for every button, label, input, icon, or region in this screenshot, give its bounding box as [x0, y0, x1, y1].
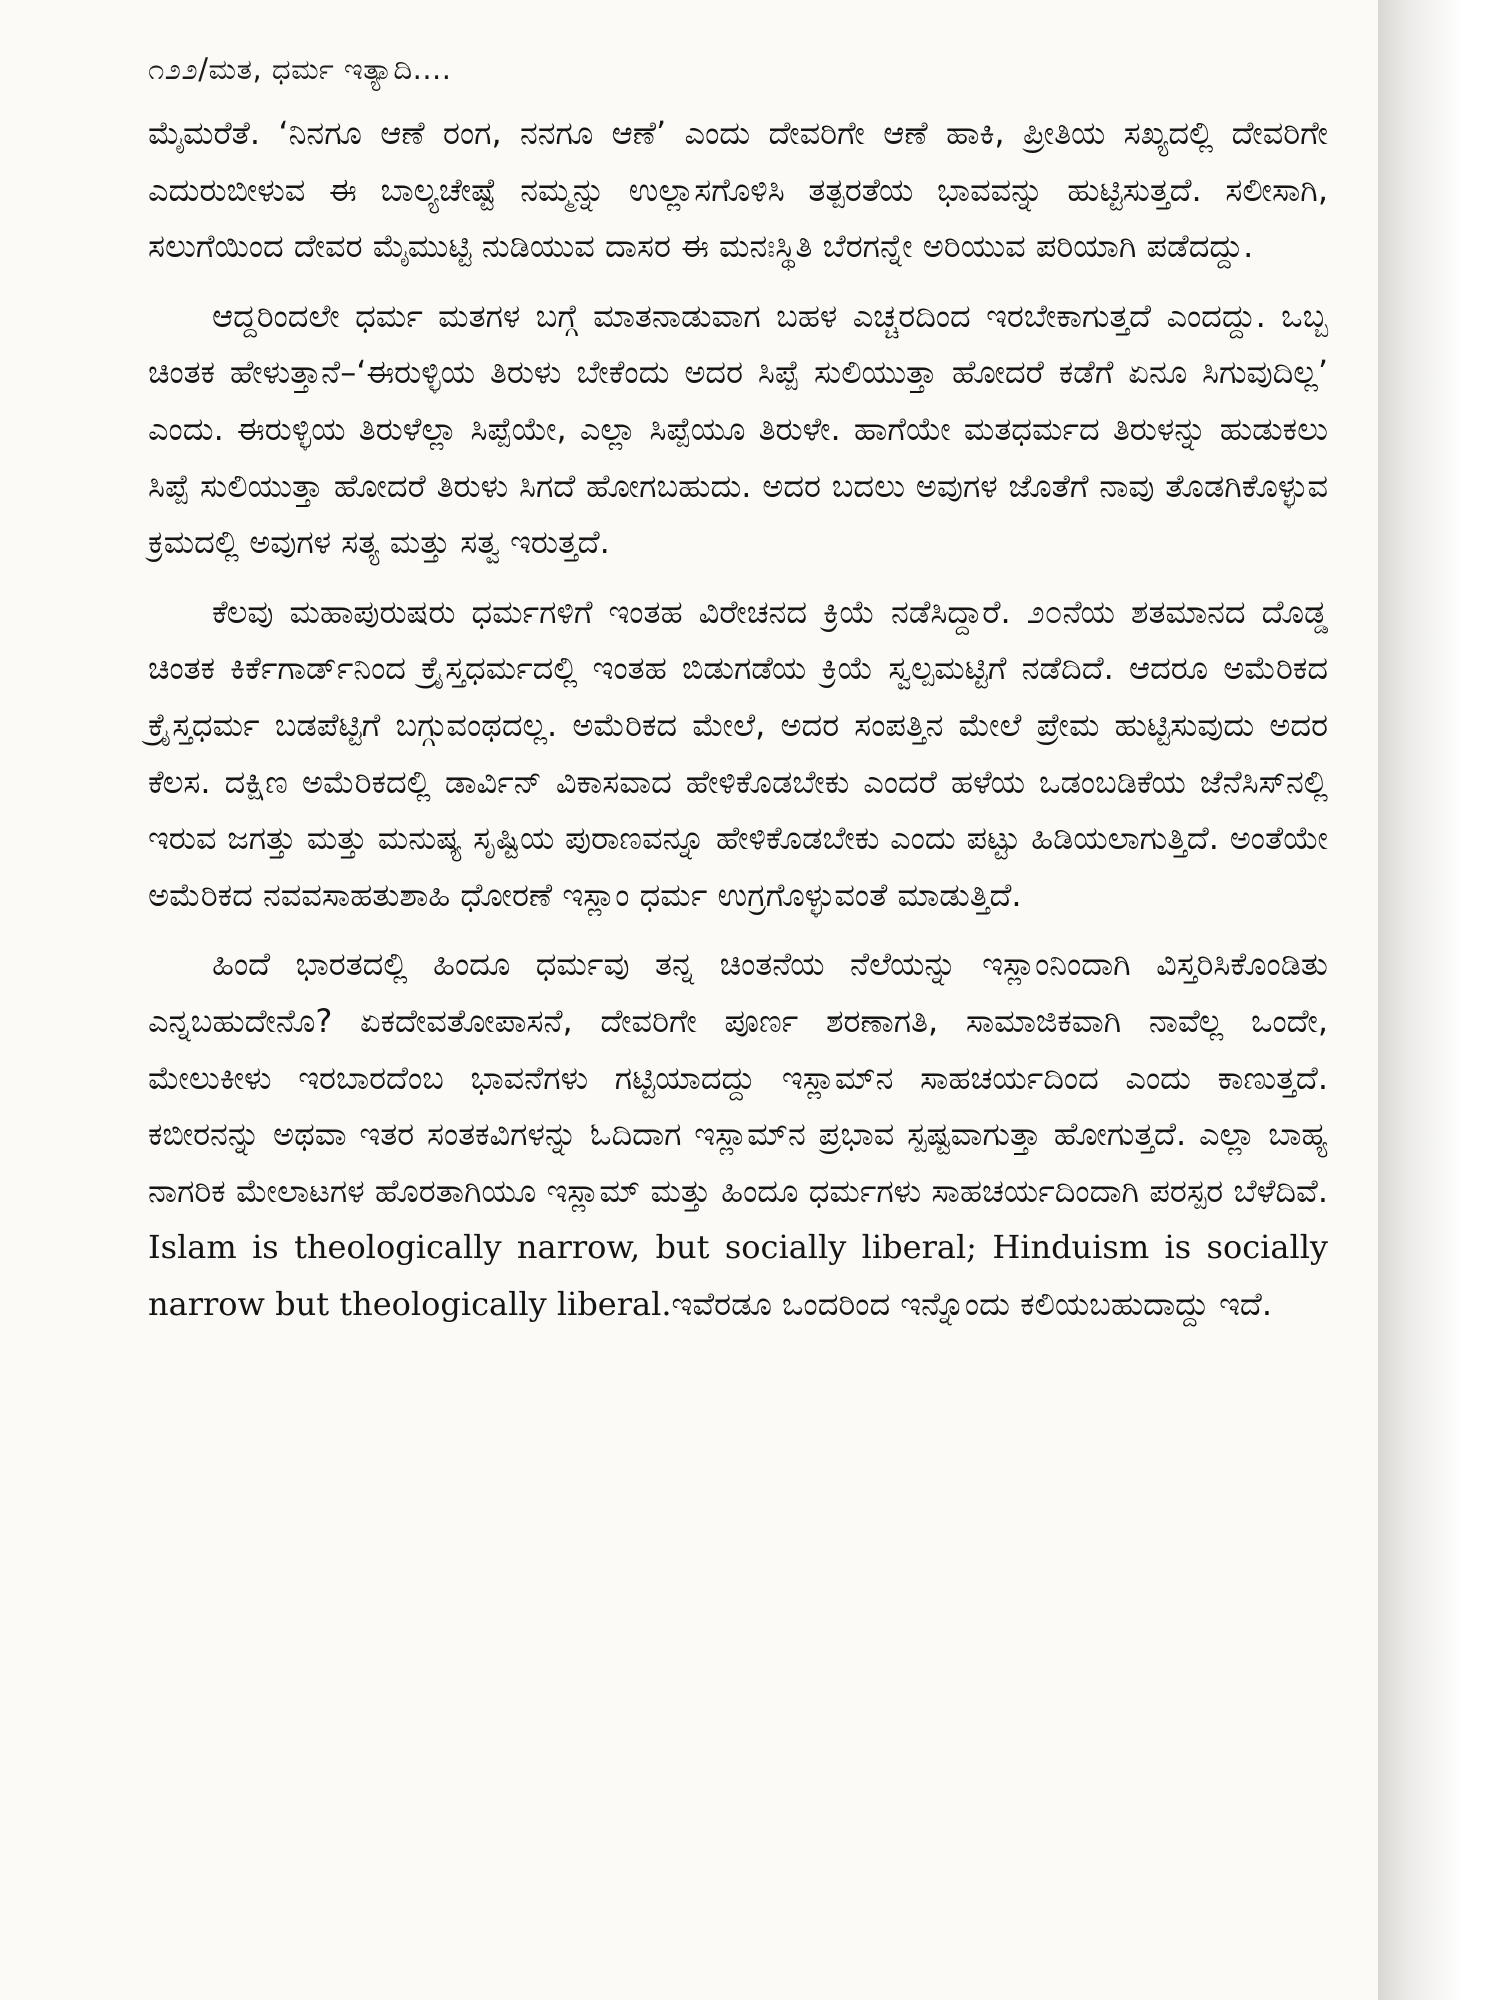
- paragraph-2: ಆದ್ದರಿಂದಲೇ ಧರ್ಮ ಮತಗಳ ಬಗ್ಗೆ ಮಾತನಾಡುವಾಗ ಬಹಳ ಎಚ್ಚರದಿಂದ ಇರಬೇಕಾಗುತ್ತದೆ ಎಂದದ್ದು. ಒಬ್ಬ ಚಿಂತಕ ಹೇಳುತ್ತಾನೆ–‘ಈರುಳ್ಳಿಯ ತಿರುಳು ಬೇಕೆಂದು ಅದರ ಸಿಪ್ಪೆ ಸುಲಿಯುತ್ತಾ ಹೋದರೆ ಕಡೆಗೆ ಏನೂ ಸಿಗುವುದಿಲ್ಲ’ ಎಂದು. ಈರುಳ್ಳಿಯ ತಿರುಳೆಲ್ಲಾ ಸಿಪ್ಪೆಯೇ, ಎಲ್ಲಾ ಸಿಪ್ಪೆಯೂ ತಿರುಳೇ. ಹಾಗೆಯೇ ಮತಧರ್ಮದ ತಿರುಳನ್ನು ಹುಡುಕಲು ಸಿಪ್ಪೆ ಸುಲಿಯುತ್ತಾ ಹೋದರೆ ತಿರುಳು ಸಿಗದೆ ಹೋಗಬಹುದು. ಅದರ ಬದಲು ಅವುಗಳ ಜೊತೆಗೆ ನಾವು ತೊಡಗಿಕೊಳ್ಳುವ ಕ್ರಮದಲ್ಲಿ ಅವುಗಳ ಸತ್ಯ ಮತ್ತು ಸತ್ವ ಇರುತ್ತದೆ.: [148, 296, 1328, 562]
- paragraph-1: ಮೈಮರೆತೆ. ‘ನಿನಗೂ ಆಣೆ ರಂಗ, ನನಗೂ ಆಣೆ’ ಎಂದು ದೇವರಿಗೇ ಆಣೆ ಹಾಕಿ, ಪ್ರೀತಿಯ ಸಖ್ಯದಲ್ಲಿ ದೇವರಿಗೇ ಎದುರುಬೀಳುವ ಈ ಬಾಲ್ಯಚೇಷ್ಟೆ ನಮ್ಮನ್ನು ಉಲ್ಲಾಸಗೊಳಿಸಿ ತತ್ಪರತೆಯ ಭಾವವನ್ನು ಹುಟ್ಟಿಸುತ್ತದೆ. ಸಲೀಸಾಗಿ, ಸಲುಗೆಯಿಂದ ದೇವರ ಮೈಮುಟ್ಟಿ ನುಡಿಯುವ ದಾಸರ ಈ ಮನಃಸ್ಥಿತಿ ಬೆರಗನ್ನೇ ಅರಿಯುವ ಪರಿಯಾಗಿ ಪಡೆದದ್ದು.: [148, 114, 1328, 266]
- paragraph-4-tail: ಇವೆರಡೂ ಒಂದರಿಂದ ಇನ್ನೊಂದು ಕಲಿಯಬಹುದಾದ್ದು ಇದೆ.: [671, 1284, 1273, 1323]
- paragraph-4-kannada: ಹಿಂದೆ ಭಾರತದಲ್ಲಿ ಹಿಂದೂ ಧರ್ಮವು ತನ್ನ ಚಿಂತನೆಯ ನೆಲೆಯನ್ನು ಇಸ್ಲಾಂನಿಂದಾಗಿ ವಿಸ್ತರಿಸಿಕೊಂಡಿತು ಎನ್ನಬಹುದೇನೊ? ಏಕದೇವತೋಪಾಸನೆ, ದೇವರಿಗೇ ಪೂರ್ಣ ಶರಣಾಗತಿ, ಸಾಮಾಜಿಕವಾಗಿ ನಾವೆಲ್ಲ ಒಂದೇ, ಮೇಲುಕೀಳು ಇರಬಾರದೆಂಬ ಭಾವನೆಗಳು ಗಟ್ಟಿಯಾದದ್ದು ಇಸ್ಲಾಮ್‌ನ ಸಾಹಚರ್ಯದಿಂದ ಎಂದು ಕಾಣುತ್ತದೆ. ಕಬೀರನನ್ನು ಅಥವಾ ಇತರ ಸಂತಕವಿಗಳನ್ನು ಓದಿದಾಗ ಇಸ್ಲಾಮ್‌ನ ಪ್ರಭಾವ ಸ್ಪಷ್ಟವಾಗುತ್ತಾ ಹೋಗುತ್ತದೆ. ಎಲ್ಲಾ ಬಾಹ್ಯ ನಾಗರಿಕ ಮೇಲಾಟಗಳ ಹೊರತಾಗಿಯೂ ಇಸ್ಲಾಮ್ ಮತ್ತು ಹಿಂದೂ ಧರ್ಮಗಳು ಸಾಹಚರ್ಯದಿಂದಾಗಿ ಪರಸ್ಪರ ಬೆಳೆದಿವೆ.: [148, 945, 1328, 1210]
- body-text: [148, 105, 1328, 1345]
- running-head: ೧೨೨/ಮತ, ಧರ್ಮ ಇತ್ಯಾದಿ....: [148, 52, 452, 86]
- paragraph-4-english-quote: Islam is theologically narrow, but socially liberal; Hinduism is socially narrow but theologically liberal.: [148, 1228, 1328, 1323]
- paragraph-3: ಕೆಲವು ಮಹಾಪುರುಷರು ಧರ್ಮಗಳಿಗೆ ಇಂತಹ ವಿರೇಚನದ ಕ್ರಿಯೆ ನಡೆಸಿದ್ದಾರೆ. ೨೦ನೆಯ ಶತಮಾನದ ದೊಡ್ಡ ಚಿಂತಕ ಕಿರ್ಕೆಗಾರ್ಡ್‌ನಿಂದ ಕ್ರೈಸ್ತಧರ್ಮದಲ್ಲಿ ಇಂತಹ ಬಿಡುಗಡೆಯ ಕ್ರಿಯೆ ಸ್ವಲ್ಪಮಟ್ಟಿಗೆ ನಡೆದಿದೆ. ಆದರೂ ಅಮೆರಿಕದ ಕ್ರೈಸ್ತಧರ್ಮ ಬಡಪೆಟ್ಟಿಗೆ ಬಗ್ಗುವಂಥದಲ್ಲ. ಅಮೆರಿಕದ ಮೇಲೆ, ಅದರ ಸಂಪತ್ತಿನ ಮೇಲೆ ಪ್ರೇಮ ಹುಟ್ಟಿಸುವುದು ಅದರ ಕೆಲಸ. ದಕ್ಷಿಣ ಅಮೆರಿಕದಲ್ಲಿ ಡಾರ್ವಿನ್ ವಿಕಾಸವಾದ ಹೇಳಿಕೊಡಬೇಕು ಎಂದರೆ ಹಳೆಯ ಒಡಂಬಡಿಕೆಯ ಜೆನೆಸಿಸ್‌ನಲ್ಲಿ ಇರುವ ಜಗತ್ತು ಮತ್ತು ಮನುಷ್ಯ ಸೃಷ್ಟಿಯ ಪುರಾಣವನ್ನೂ ಹೇಳಿಕೊಡಬೇಕು ಎಂದು ಪಟ್ಟು ಹಿಡಿಯಲಾಗುತ್ತಿದೆ. ಅಂತೆಯೇ ಅಮೆರಿಕದ ನವವಸಾಹತುಶಾಹಿ ಧೋರಣೆ ಇಸ್ಲಾಂ ಧರ್ಮ ಉಗ್ರಗೊಳ್ಳುವಂತೆ ಮಾಡುತ್ತಿದೆ.: [148, 592, 1328, 914]
- paragraph-4: [148, 936, 1328, 1332]
- book-gutter: [1378, 0, 1500, 2000]
